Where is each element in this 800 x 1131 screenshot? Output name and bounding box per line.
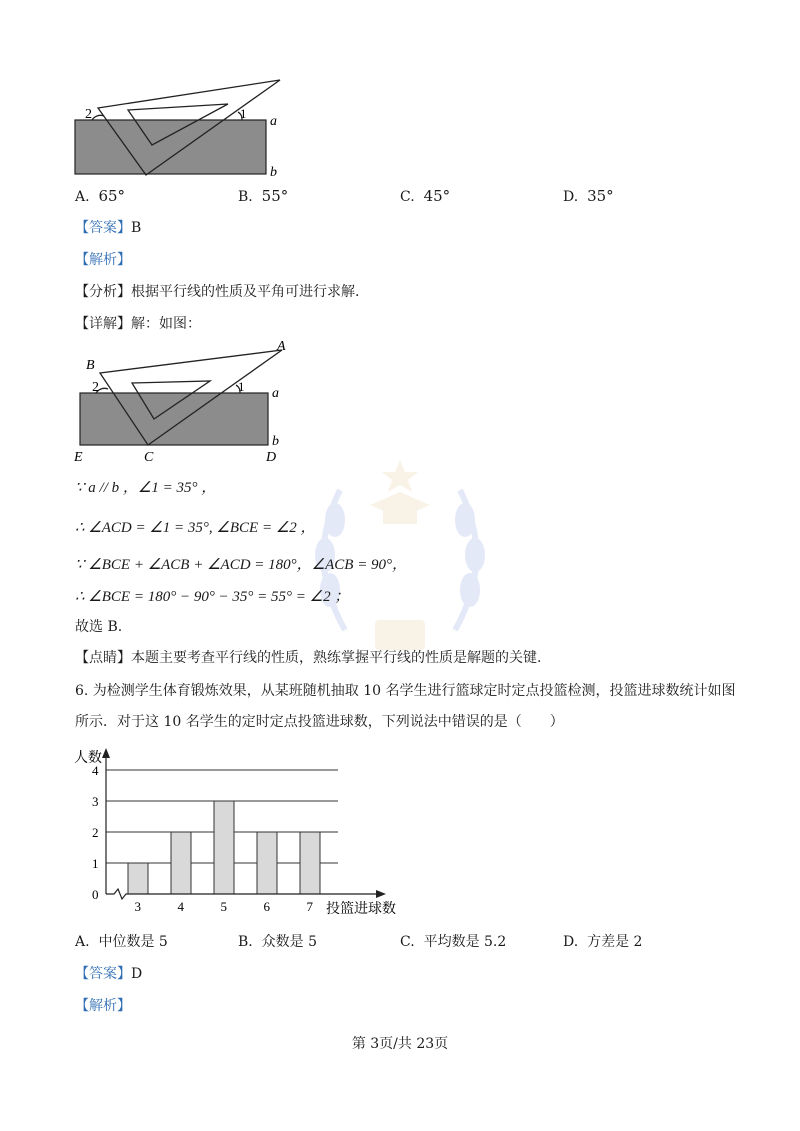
bar-chart	[70, 742, 410, 917]
q5-step-1: ∵ a // b ，∠1 = 35° ，	[75, 480, 217, 496]
q5-option-c: C. 45°	[400, 187, 451, 205]
chart-xtick-label: 4	[177, 899, 184, 914]
q6-option-b: B. 众数是 5	[238, 934, 318, 950]
q5-fenxi: 【分析】根据平行线的性质及平角可进行求解.	[75, 284, 360, 300]
chart-xtick-label: 5	[220, 899, 227, 914]
q6-analysis-tag: 【解析】	[75, 998, 131, 1014]
fig2-label-2: 2	[92, 380, 99, 395]
ruler-band-detail	[80, 393, 268, 445]
chart-xlabel: 投篮进球数	[326, 902, 396, 917]
chart-xtick-label: 7	[306, 899, 313, 914]
fig2-label-C: C	[144, 450, 154, 465]
fig2-label-D: D	[266, 450, 277, 465]
chart-bar	[214, 801, 234, 894]
fig2-label-1: 1	[238, 379, 245, 394]
chart-xtick-label: 3	[134, 899, 141, 914]
q6-option-d: D. 方差是 2	[563, 934, 643, 950]
q5-step-3: ∵ ∠BCE + ∠ACB + ∠ACD = 180°，∠ACB = 90°，	[75, 557, 408, 573]
fig1-label-1: 1	[240, 106, 247, 121]
chart-bar	[171, 832, 191, 894]
chart-ylabel: 人数	[74, 751, 102, 766]
q5-option-b: B. 55°	[238, 187, 289, 205]
chart-ytick-label: 4	[92, 763, 99, 778]
fig2-label-A: A	[277, 339, 286, 354]
fig2-label-a: a	[272, 386, 279, 401]
q5-answer: 【答案】B	[75, 220, 142, 236]
q5-option-d: D. 35°	[563, 187, 614, 205]
chart-bar	[128, 863, 148, 894]
fig1-label-a: a	[270, 114, 277, 129]
q5-step-4: ∴ ∠BCE = 180° − 90° − 35° = 55° = ∠2 ；	[75, 589, 350, 605]
q6-stem-line-2: 所示．对于这 10 名学生的定时定点投篮进球数，下列说法中错误的是（ ）	[75, 714, 564, 730]
figure-detail-labeled	[70, 335, 295, 465]
q5-option-a: A. 65°	[75, 187, 126, 205]
chart-y-arrow	[102, 748, 110, 758]
fig2-label-E: E	[74, 450, 83, 465]
page-footer: 第 3页/共 23页	[351, 1036, 449, 1052]
q5-dianjing: 【点睛】本题主要考查平行线的性质，熟练掌握平行线的性质是解题的关键.	[75, 650, 542, 666]
q6-stem-line-1: 6. 为检测学生体育锻炼效果，从某班随机抽取 10 名学生进行篮球定时定点投篮检测，投篮进球数统计如图	[75, 683, 736, 699]
q6-option-c: C. 平均数是 5.2	[400, 934, 507, 950]
fig2-label-B: B	[86, 358, 95, 373]
chart-ytick-label: 3	[92, 794, 99, 809]
fig1-label-b: b	[270, 165, 277, 180]
chart-ytick-label: 2	[92, 825, 99, 840]
chart-bar	[300, 832, 320, 894]
q5-analysis-tag: 【解析】	[75, 252, 131, 268]
q6-option-a: A. 中位数是 5	[75, 934, 168, 950]
q5-detail: 【详解】解：如图：	[75, 316, 201, 332]
ruler-band	[75, 120, 266, 174]
q6-answer: 【答案】D	[75, 966, 143, 982]
chart-ytick-label: 0	[92, 887, 99, 902]
chart-x-arrow	[376, 890, 386, 898]
q5-step-2: ∴ ∠ACD = ∠1 = 35°, ∠BCE = ∠2 ，	[75, 520, 316, 536]
fig2-label-b: b	[272, 434, 279, 449]
chart-ytick-label: 1	[92, 856, 99, 871]
figure-parallel-lines	[70, 72, 290, 182]
fig1-label-2: 2	[85, 107, 92, 122]
q5-conclusion: 故选 B.	[75, 619, 123, 635]
chart-xtick-label: 6	[263, 899, 270, 914]
chart-bar	[257, 832, 277, 894]
